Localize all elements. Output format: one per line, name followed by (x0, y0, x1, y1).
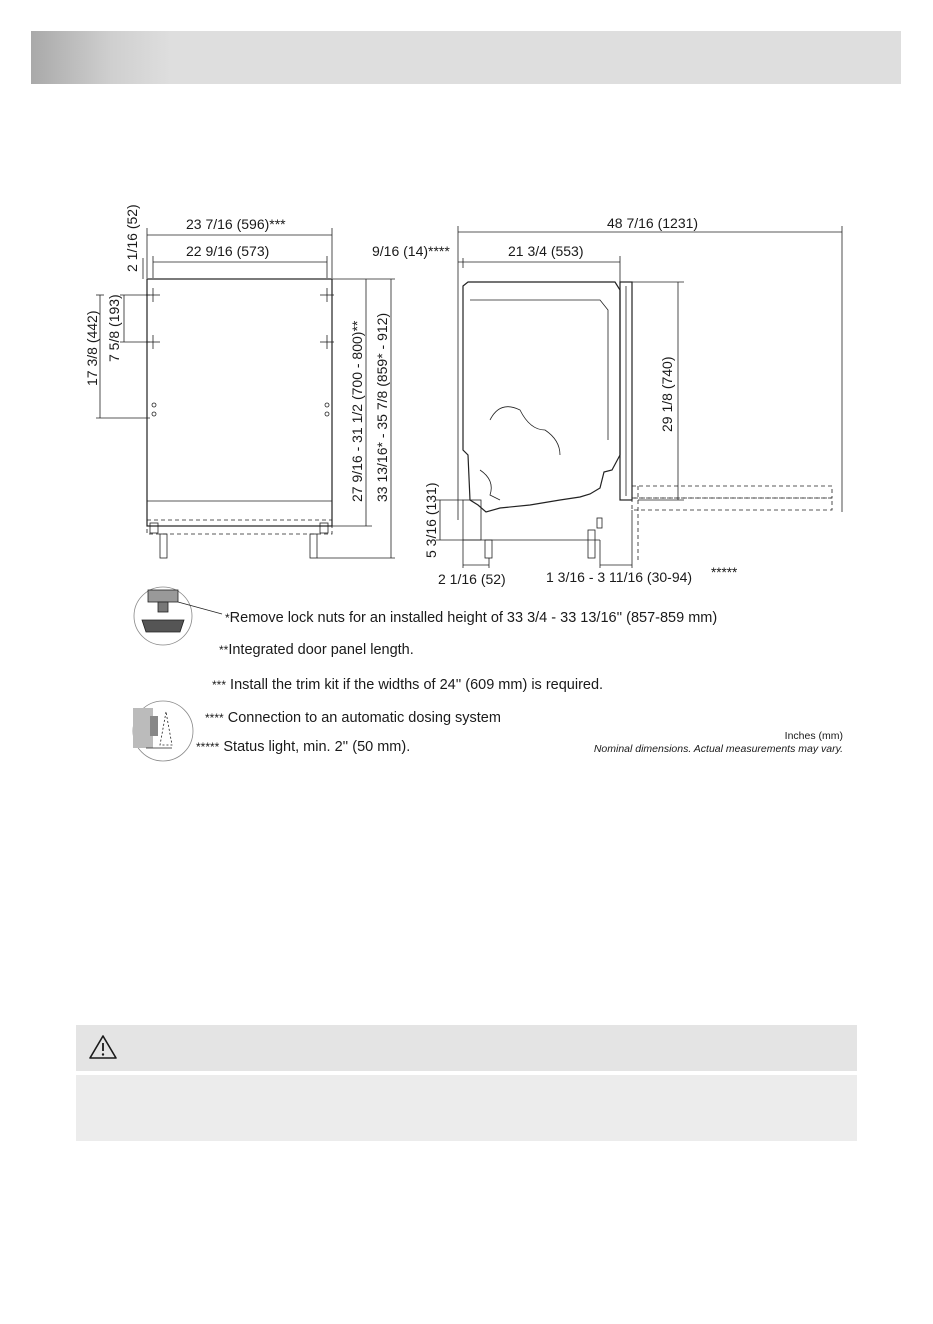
note-5-text: Status light, min. 2'' (50 mm). (223, 739, 411, 755)
dim-status-gap: 1 3/16 - 3 11/16 (30-94) (546, 569, 693, 585)
units-label: Inches (mm) (784, 730, 843, 742)
note-3-mark: *** (212, 678, 227, 692)
note-1-text: Remove lock nuts for an installed height of 33 3/4 - 33 13/16'' (857-859 mm) (229, 610, 718, 626)
note-4-text: Connection to an automatic dosing system (227, 710, 501, 726)
note-3-text: Install the trim kit if the widths of 24'' (609 mm) is required. (230, 677, 604, 693)
dim-installed-height: 33 13/16* - 35 7/8 (859* - 912) (374, 312, 390, 502)
note-2 (219, 642, 414, 658)
dim-plinth-height: 5 3/16 (131) (423, 482, 439, 558)
dim-door-height: 29 1/8 (740) (659, 356, 675, 432)
dosing-connection-icon (133, 701, 193, 761)
warning-body (76, 1075, 857, 1141)
note-5-mark: ***** (196, 740, 220, 754)
dim-overall-width: 23 7/16 (596)*** (186, 216, 286, 232)
dim-mount-top: 7 5/8 (193) (106, 294, 122, 362)
dim-mount-lower: 17 3/8 (442) (84, 310, 100, 386)
units-legend (594, 730, 843, 756)
nominal-note: Nominal dimensions. Actual measurements may vary. (593, 743, 843, 755)
dim-cabinet-width: 22 9/16 (573) (186, 243, 270, 259)
dim-panel-length: 27 9/16 - 31 1/2 (700 - 800)** (349, 320, 365, 502)
dim-dosing-offset: 9/16 (14)**** (372, 243, 450, 259)
dim-body-depth: 21 3/4 (553) (508, 243, 584, 259)
dim-foot-offset: 2 1/16 (52) (438, 571, 506, 587)
note-1-mark: * (225, 611, 230, 625)
note-2-text: Integrated door panel length. (228, 642, 414, 658)
note-2-mark: ** (219, 643, 229, 657)
lock-nut-icon (134, 587, 222, 645)
warning-triangle-icon (88, 1034, 118, 1060)
note-1 (225, 610, 717, 626)
note-5 (196, 739, 410, 755)
dim-total-depth: 48 7/16 (1231) (607, 215, 699, 231)
note-4-mark: **** (205, 711, 224, 725)
note-4 (205, 710, 501, 726)
dim-status-gap-mark: ***** (711, 565, 738, 580)
note-3 (212, 677, 603, 693)
dim-top-offset: 2 1/16 (52) (124, 204, 140, 272)
warning-header (76, 1025, 857, 1071)
